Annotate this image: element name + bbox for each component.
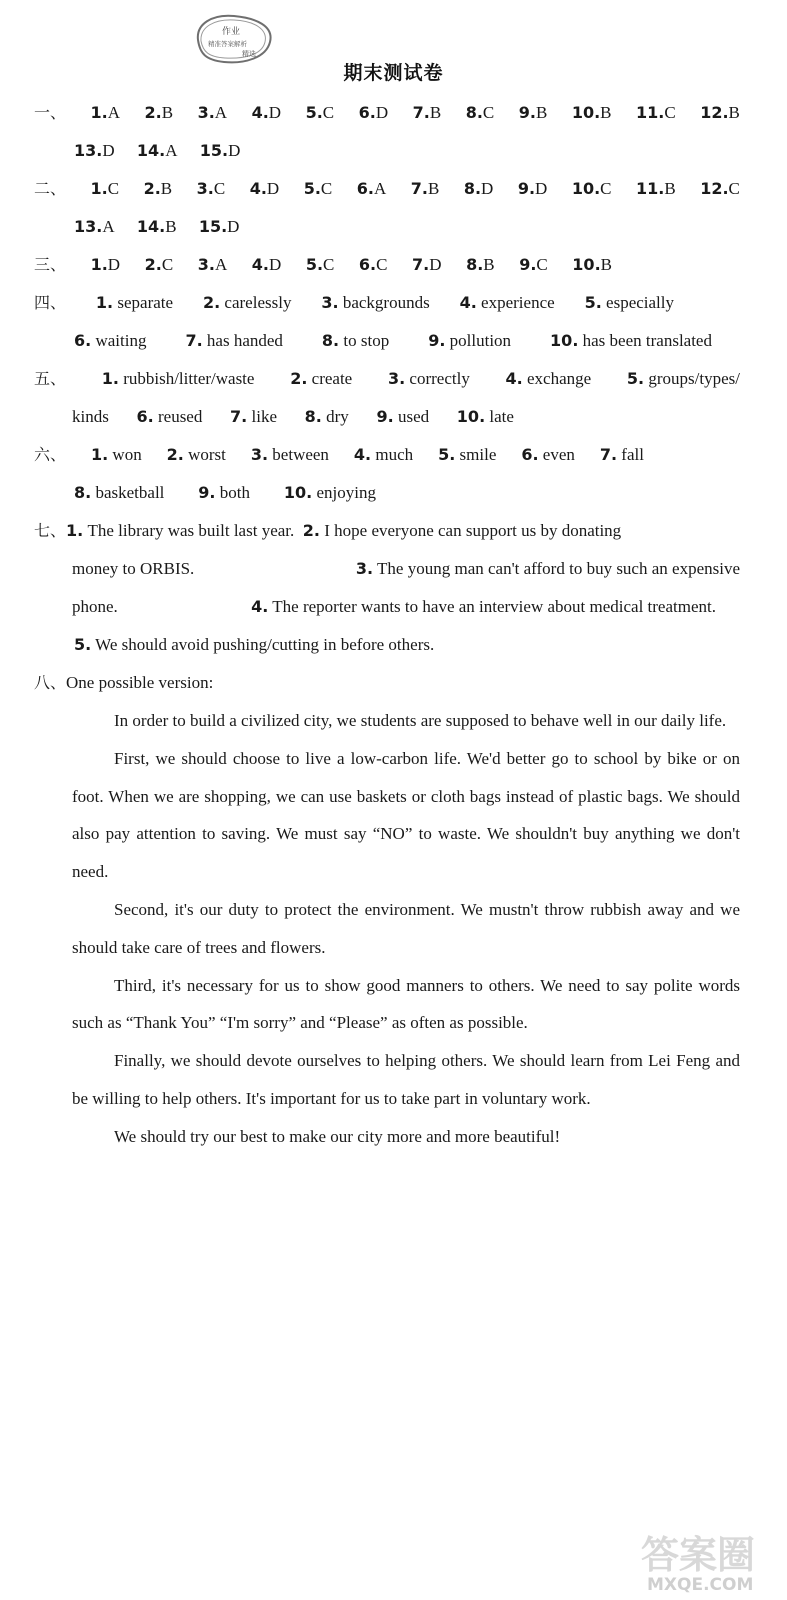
watermark-big-text: 答案圈 (641, 1533, 756, 1577)
answer-item: 1. separate (95, 293, 174, 312)
answer-item: 1.D (90, 255, 121, 274)
section-7-line-2: money to ORBIS. 3. The young man can't afford to buy such an expensive (72, 557, 740, 581)
section-2-marker: 二、 (34, 179, 67, 198)
section-5-row-1 (34, 367, 740, 391)
answer-item: 1. rubbish/litter/waste (101, 369, 255, 388)
sentence-1: The library was built last year. (87, 521, 295, 540)
answer-item: 2.B (143, 179, 173, 198)
answer-item: 10. enjoying (283, 483, 376, 502)
sentence-4: The reporter wants to have an interview about medical treatment. (272, 597, 716, 616)
answer-item: 5.C (303, 179, 333, 198)
answer-item: 9.B (518, 103, 548, 122)
section-6-row-2 (74, 481, 376, 505)
answer-item: 7.B (410, 179, 440, 198)
answer-item: 12.C (700, 179, 740, 198)
answer-continuation: kinds (72, 407, 109, 426)
answer-item: 7. fall (599, 445, 644, 464)
sentence-2-end: money to ORBIS. (72, 559, 195, 578)
answer-item: 7.B (412, 103, 442, 122)
answer-item: 2.B (144, 103, 174, 122)
answer-item: 8.D (463, 179, 494, 198)
answer-item: 8.C (465, 103, 495, 122)
section-6-marker: 六、 (34, 445, 67, 464)
sentence-3-end: phone. (72, 597, 118, 616)
answer-item: 3. between (250, 445, 329, 464)
answer-item: 4.D (251, 103, 282, 122)
answer-item: 5.C (305, 103, 335, 122)
answer-item: 6. reused (136, 407, 203, 426)
stamp-text-2: 精准答案解析 (208, 40, 247, 48)
answer-item: 9. pollution (428, 331, 512, 350)
answer-item: 4. exchange (505, 369, 592, 388)
sentence-2-start: I hope everyone can support us by donating (324, 521, 622, 540)
section-1-marker: 一、 (34, 103, 67, 122)
answer-item: 6.D (358, 103, 389, 122)
answer-item: 3.C (196, 179, 226, 198)
answer-item: 8. to stop (321, 331, 390, 350)
section-6-row-1 (34, 443, 644, 467)
answer-item: 7. like (230, 407, 277, 426)
answer-item: 10.B (571, 103, 612, 122)
answer-item: 14.B (136, 217, 177, 236)
answer-item: 1.A (90, 103, 121, 122)
answer-item: 5.C (305, 255, 335, 274)
essay (72, 702, 740, 1156)
answer-item: 15.D (199, 141, 241, 160)
answer-item: 3. correctly (387, 369, 470, 388)
answer-item: 1. won (90, 445, 142, 464)
section-4-row-1 (34, 291, 674, 315)
answer-item: 10. late (456, 407, 514, 426)
essay-paragraph: Finally, we should devote ourselves to helping others. We should learn from Lei Feng and be willing to help others. It's important for us to take part in voluntary work. (72, 1051, 740, 1108)
answer-item: 2.C (144, 255, 174, 274)
answer-item: 2. worst (166, 445, 226, 464)
answer-item: 8. dry (304, 407, 349, 426)
section-7-line-4: 5. We should avoid pushing/cutting in before others. (74, 635, 435, 654)
answer-item: 9.C (519, 255, 548, 274)
answer-item: 10.B (572, 255, 612, 274)
answer-item: 2. carelessly (202, 293, 292, 312)
answer-item: 4. experience (459, 293, 555, 312)
section-5-marker: 五、 (34, 369, 67, 388)
section-1-row-1 (34, 101, 740, 125)
answer-item: 10. has been translated (550, 331, 712, 350)
section-7-line-3: phone. 4. The reporter wants to have an interview about medical treatment. (72, 595, 716, 619)
essay-paragraph: In order to build a civilized city, we students are supposed to behave well in our daily life. (114, 711, 727, 730)
section-2-row-2 (74, 215, 239, 239)
section-1-row-2 (74, 139, 240, 163)
section-8-heading (34, 671, 213, 695)
answer-item: 11.C (636, 103, 676, 122)
section-4-marker: 四、 (34, 293, 67, 312)
answer-item: 7.D (412, 255, 442, 274)
answer-item: 5. smile (438, 445, 497, 464)
watermark-url-text: MXQE.COM (647, 1575, 754, 1594)
section-8-intro: One possible version: (66, 673, 214, 692)
section-8-marker: 八、 (34, 673, 67, 692)
answer-item: 9. used (376, 407, 430, 426)
answer-item: 3.A (197, 103, 228, 122)
answer-item: 4. much (353, 445, 414, 464)
answer-item: 10.C (571, 179, 612, 198)
answer-item: 6.C (358, 255, 388, 274)
answer-item: 5. especially (584, 293, 674, 312)
essay-paragraph: We should try our best to make our city more and more beautiful! (114, 1126, 561, 1146)
sentence-3-start: The young man can't afford to buy such an expensive (377, 559, 740, 578)
section-3-row-1 (34, 253, 612, 277)
answer-item: 12.B (700, 103, 740, 122)
section-7-line-1: 七、1. The library was built last year. 2. I hope everyone can support us by donating (34, 521, 622, 540)
essay-paragraph: First, we should choose to live a low-carbon life. We'd better go to school by bike or on foot. When we are shopping, we can use baskets or cloth bags instead of plastic bags. We should also pay attention to saving. We must say “NO” to waste. We shouldn't buy anything we don't need. (72, 748, 740, 882)
stamp-text-3: 精选 (242, 50, 256, 58)
essay-paragraph: Third, it's necessary for us to show good manners to others. We need to say polite words such as “Thank You” “I'm sorry” and “Please” as often as possible. (72, 975, 740, 1033)
answer-item: 4.D (251, 255, 282, 274)
answer-item: 3.A (197, 255, 228, 274)
essay-paragraph: Second, it's our duty to protect the environment. We mustn't throw rubbish away and we should take care of trees and flowers. (72, 899, 740, 957)
answer-item: 2. create (290, 369, 353, 388)
section-2-row-1 (34, 177, 740, 201)
answer-item: 1.C (90, 179, 120, 198)
answer-item: 8. basketball (74, 483, 165, 502)
answer-item: 6.A (356, 179, 387, 198)
answer-item: 4.D (249, 179, 280, 198)
answer-item: 9. both (198, 483, 250, 502)
section-7-marker: 七、 (34, 521, 67, 540)
answer-item: 9.D (517, 179, 548, 198)
answer-item: 13.A (74, 217, 115, 236)
answer-item: 14.A (136, 141, 178, 160)
answer-item: 13.D (74, 141, 115, 160)
watermark-logo (563, 1520, 773, 1594)
page-title: 期末测试卷 (343, 62, 444, 84)
answer-item: 15.D (198, 217, 240, 236)
answer-item: 8.B (466, 255, 495, 274)
sentence-5: We should avoid pushing/cutting in before others. (95, 635, 435, 654)
section-4-row-2 (74, 329, 712, 353)
answer-item: 7. has handed (185, 331, 283, 350)
answer-item: 5. groups/types/ (626, 369, 740, 388)
answer-item: 6. waiting (74, 331, 147, 350)
section-5-row-2 (72, 405, 514, 429)
stamp-text-1: 作业 (222, 27, 241, 37)
answer-item: 6. even (521, 445, 575, 464)
section-3-marker: 三、 (34, 255, 67, 274)
answer-item: 3. backgrounds (321, 293, 430, 312)
answer-item: 11.B (636, 179, 676, 198)
